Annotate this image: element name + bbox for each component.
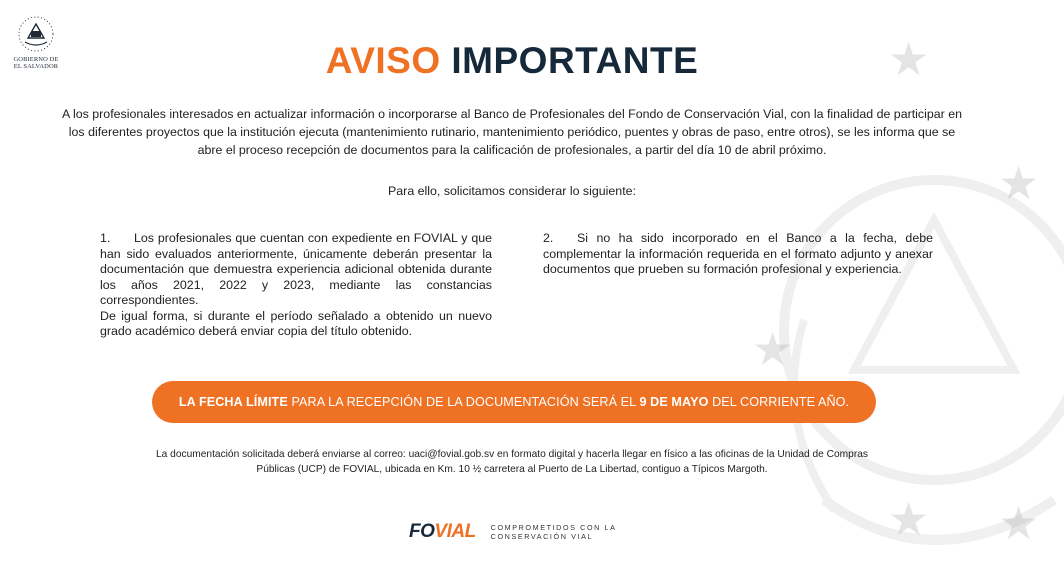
title-part-aviso: AVISO [325,40,441,81]
fovial-logo [409,521,476,543]
tagline-line2: CONSERVACIÓN VIAL [490,532,594,541]
list-item-2 [543,231,933,278]
page-title [0,40,1024,82]
list-item-extra-text: De igual forma, si durante el período señalado a obtenido un nuevo grado académico deberá enviar copia del título obtenido. [100,308,492,338]
list-item-number: 1. [100,231,111,245]
gov-logo-line1: GOBIERNO DE [13,56,59,63]
deadline-text-2: DEL CORRIENTE AÑO. [708,395,850,409]
star-watermark-icon: ★ [998,157,1040,209]
list-item-text: Si no ha sido incorporado en el Banco a la fecha, debe complementar la información requerida en el formato adjunto y anexar documentos que prueben su formación profesional y experiencia. [543,231,933,276]
fovial-brand [409,521,617,543]
title-part-importante: IMPORTANTE [451,40,699,81]
lead-sentence: Para ello, solicitamos considerar lo siguiente: [388,184,636,198]
star-watermark-icon: ★ [888,493,930,545]
list-item-text: Los profesionales que cuentan con expediente en FOVIAL y que han sido evaluados anteriormente, únicamente deberán presentar la documentación que demuestra experiencia adicional obtenida durante los años 2021, 2022 y 2023, mediante las constancias correspondientes. [100,231,492,307]
tagline-line1: COMPROMETIDOS CON LA [490,522,617,532]
brand-tagline [491,523,617,542]
deadline-text-1: PARA LA RECEPCIÓN DE LA DOCUMENTACIÓN SERÁ EL [287,395,640,409]
fovial-logo-part2: VIAL [434,521,476,542]
fovial-logo-part1: FO [409,521,435,542]
star-watermark-icon: ★ [752,323,794,375]
list-item-number: 2. [543,231,554,245]
gov-logo-line2: EL SALVADOR [13,63,59,70]
star-watermark-icon: ★ [888,33,930,85]
submission-instructions: La documentación solicitada deberá enviarse al correo: uaci@fovial.gob.sv en formato digital y hacerla llegar en físico a las oficinas de la Unidad de Compras Públicas (UCP) de FOVIAL, ubicada en Km. 10 ½ carretera al Puerto de La Libertad, contiguo a Típicos Margoth. [156,449,868,475]
deadline-label: LA FECHA LÍMITE [178,395,288,409]
list-item-1 [100,231,492,340]
star-watermark-icon: ★ [998,497,1040,549]
deadline-banner [152,381,876,423]
intro-paragraph: A los profesionales interesados en actualizar información o incorporarse al Banco de Profesionales del Fondo de Conservación Vial, con la finalidad de participar en los diferentes proyectos que la institución ejecuta (mantenimiento rutinario, mantenimiento periódico, puentes y obras de paso, entre otros), se les informa que se abre el proceso recepción de documentos para la calificación de profesionales, a partir del día 10 de abril próximo. [61,107,962,157]
deadline-date: 9 DE MAYO [639,395,709,409]
